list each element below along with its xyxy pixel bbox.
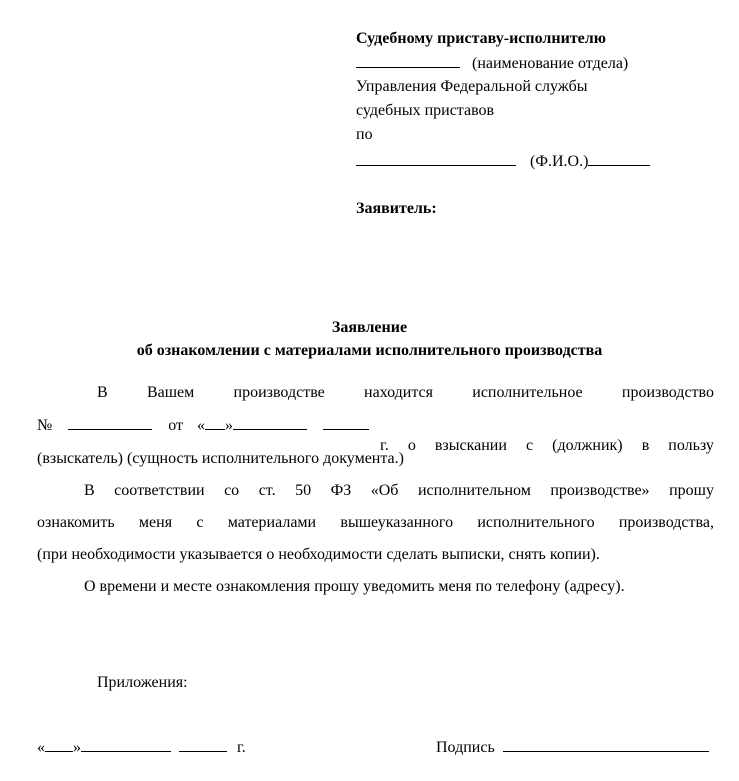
month-blank[interactable] (233, 415, 307, 430)
p2-line3: (при необходимости указывается о необходимости сделать выписки, снять копии). (37, 546, 600, 563)
p2-word: производства, (618, 514, 714, 531)
applicant-label: Заявитель: (356, 200, 437, 217)
footer-quote-open: « (37, 739, 45, 756)
addressee-line4: судебных приставов (356, 102, 495, 119)
addressee-line3: Управления Федеральной службы (356, 78, 588, 95)
year-blank[interactable] (323, 415, 369, 430)
p2-word: меня (138, 514, 173, 531)
p2-word: прошу (669, 482, 714, 499)
p2-word: со (224, 482, 240, 499)
fio-tail-blank[interactable] (588, 151, 650, 166)
p2-word: В (84, 482, 95, 499)
footer-year-blank[interactable] (179, 737, 227, 752)
p1-line2-tail (380, 436, 714, 456)
quote-close: » (225, 417, 234, 434)
p2-word: с (196, 514, 204, 531)
p1-line1 (97, 383, 714, 403)
p3-line: О времени и месте ознакомления прошу уведомить меня по телефону (адресу). (84, 578, 625, 595)
p1-word: производство (621, 384, 714, 401)
p2-word: «Об (370, 482, 399, 499)
p1-line3: (взыскатель) (сущность исполнительного документа.) (37, 450, 404, 467)
addressee-title: Судебному приставу-исполнителю (356, 30, 606, 47)
p1-tail-word: г. (380, 437, 389, 454)
quote-open: « (197, 417, 206, 434)
p1-tail-word: (должник) (552, 437, 623, 454)
number-sign: № (37, 417, 53, 434)
p1-tail-word: взыскании (434, 437, 507, 454)
document-subtitle: об ознакомлении с материалами исполнительного производства (136, 342, 603, 359)
dept-blank[interactable] (356, 53, 460, 68)
footer-year-suffix: г. (237, 739, 246, 756)
p2-line1 (84, 481, 714, 501)
p1-tail-word: о (407, 437, 416, 454)
addressee-fio-line (356, 151, 650, 172)
p1-word: В (97, 384, 108, 401)
p1-word: исполнительное (472, 384, 583, 401)
p1-tail-word: пользу (668, 437, 714, 454)
p1-tail-word: в (641, 437, 650, 454)
p2-word: ст. (258, 482, 276, 499)
footer-month-blank[interactable] (81, 737, 171, 752)
p2-word: 50 (295, 482, 312, 499)
p1-word: находится (364, 384, 433, 401)
fio-blank[interactable] (356, 151, 516, 166)
p2-word: ознакомить (37, 514, 115, 531)
document-title: Заявление (331, 319, 408, 336)
p2-word: ФЗ (330, 482, 352, 499)
p1-line2 (37, 415, 714, 454)
p1-word: Вашем (146, 384, 195, 401)
p2-word: материалами (227, 514, 317, 531)
addressee-dept-line (356, 53, 628, 74)
day-blank[interactable] (205, 415, 225, 430)
dept-hint: (наименование отдела) (472, 55, 629, 72)
signature-blank[interactable] (503, 737, 709, 752)
attachments-label: Приложения: (97, 674, 188, 691)
p1-tail-word: с (525, 437, 534, 454)
signature-label: Подпись (436, 739, 495, 756)
p2-word: производстве» (550, 482, 650, 499)
p2-word: вышеуказанного (340, 514, 454, 531)
p1-word: производстве (233, 384, 325, 401)
p2-word: исполнительного (477, 514, 595, 531)
footer-quote-close: » (73, 739, 81, 756)
p2-word: исполнительном (417, 482, 531, 499)
footer-signature (436, 737, 709, 758)
fio-hint: (Ф.И.О.) (530, 153, 589, 170)
addressee-line5: по (356, 126, 373, 143)
footer-date (37, 737, 246, 758)
p2-line2 (37, 513, 714, 533)
footer-day-blank[interactable] (45, 737, 73, 752)
p2-word: соответствии (114, 482, 205, 499)
from-word: от (168, 417, 184, 434)
case-number-blank[interactable] (68, 415, 152, 430)
